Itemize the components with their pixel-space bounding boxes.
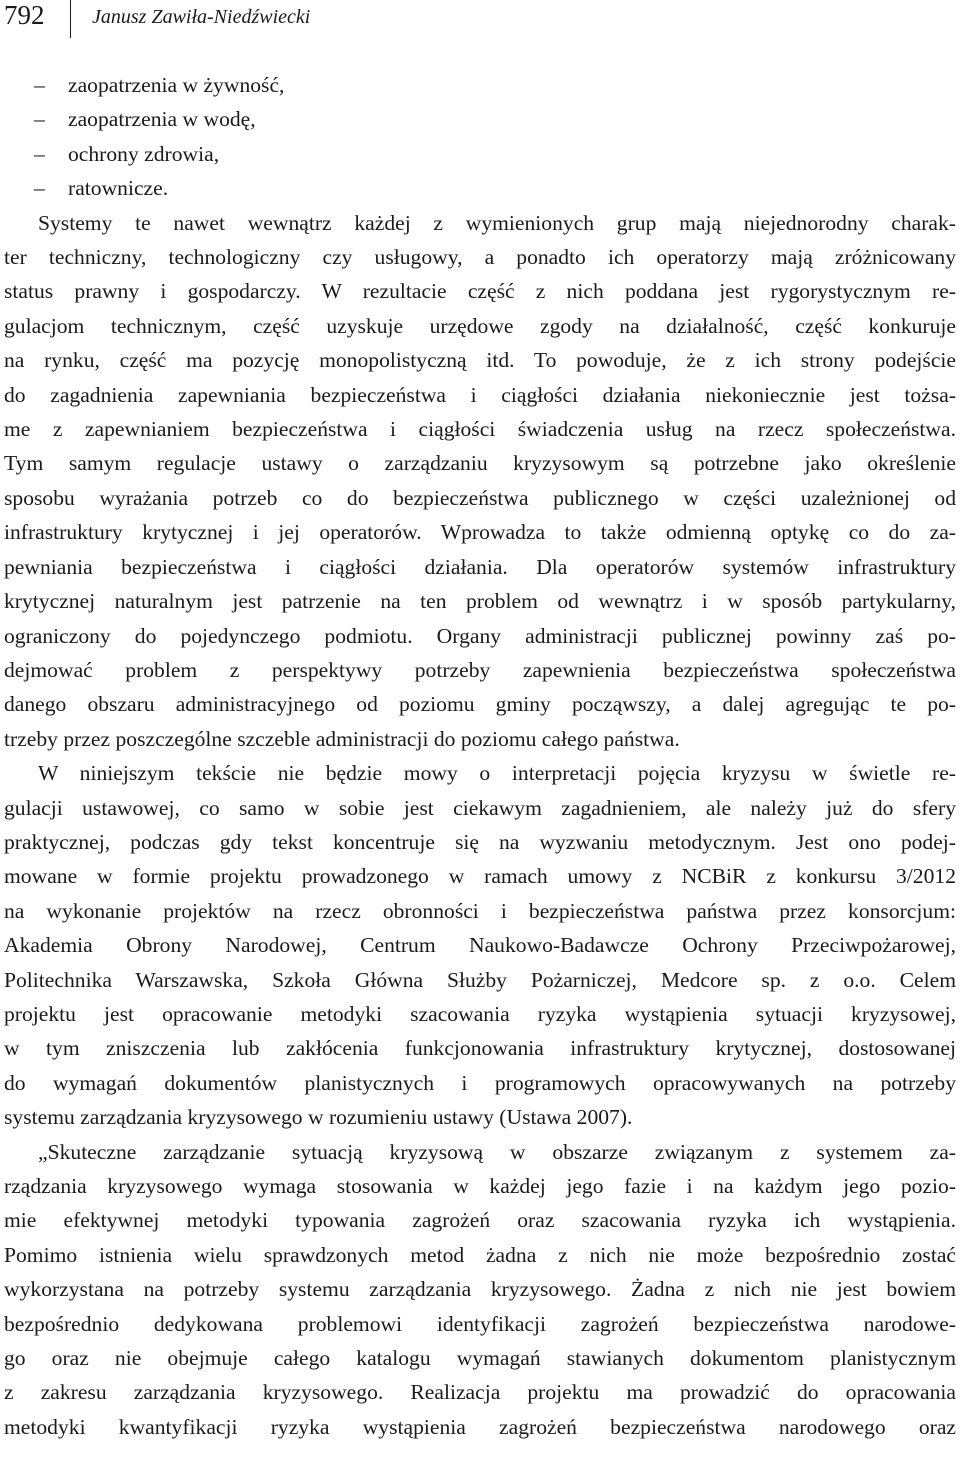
running-head: Janusz Zawiła-Niedźwiecki bbox=[92, 6, 311, 28]
text-line: ograniczony do pojedynczego podmiotu. Organy administracji publicznej powinny zaś po- bbox=[4, 623, 956, 648]
list-item bbox=[4, 68, 956, 102]
text-line: do wymagań dokumentów planistycznych i programowych opracowywanych na potrzeby bbox=[4, 1070, 956, 1095]
text-line: gulacjom technicznym, część uzyskuje urzędowe zgody na działalność, część konkuruje bbox=[4, 313, 956, 338]
dash-marker: – bbox=[34, 107, 45, 132]
text-line: do zagadnienia zapewniania bezpieczeństwa i ciągłości działania niekoniecznie jest tożsa- bbox=[4, 382, 956, 407]
text-line: infrastruktury krytycznej i jej operatorów. Wprowadza to także odmienną optykę co do za- bbox=[4, 520, 956, 545]
text-line: bezpośrednio dedykowana problemowi identyfikacji zagrożeń bezpieczeństwa narodowe- bbox=[4, 1311, 956, 1336]
dash-marker: – bbox=[34, 73, 45, 97]
list-item-text: zaopatrzenia w żywność, bbox=[68, 73, 285, 97]
text-line: Systemy te nawet wewnątrz każdej z wymienionych grup mają niejednorodny charak- bbox=[38, 210, 956, 235]
dash-marker: – bbox=[34, 141, 45, 166]
text-line: metodyki kwantyfikacji ryzyka wystąpienia zagrożeń bezpieczeństwa narodowego oraz bbox=[4, 1414, 956, 1439]
text-line: „Skuteczne zarządzanie sytuacją kryzysową w obszarze związanym z systemem za- bbox=[38, 1139, 956, 1164]
text-line: status prawny i gospodarczy. W rezultacie część z nich poddana jest rygorystycznym re- bbox=[4, 279, 956, 304]
page-body bbox=[4, 68, 956, 1444]
list-item-text: ratownicze. bbox=[68, 176, 169, 201]
text-line: sposobu wyrażania potrzeb co do bezpieczeństwa publicznego w części uzależnionej od bbox=[4, 485, 956, 510]
text-line: w tym zniszczenia lub zakłócenia funkcjonowania infrastruktury krytycznej, dostosowanej bbox=[4, 1036, 956, 1061]
header-divider bbox=[70, 0, 71, 38]
list-item-text: ochrony zdrowia, bbox=[68, 141, 220, 166]
text-line: Tym samym regulacje ustawy o zarządzaniu kryzysowym są potrzebne jako określenie bbox=[4, 451, 956, 476]
list-item bbox=[4, 102, 956, 136]
text-line: ter techniczny, technologiczny czy usługowy, a ponadto ich operatorzy mają zróżnicowany bbox=[4, 245, 956, 270]
list-item bbox=[4, 137, 956, 171]
text-line: gulacji ustawowej, co samo w sobie jest ciekawym zagadnieniem, ale należy już do sfery bbox=[4, 795, 956, 820]
page-header bbox=[4, 0, 956, 36]
list-item-text: zaopatrzenia w wodę, bbox=[68, 107, 256, 132]
page-number: 792 bbox=[4, 0, 45, 30]
text-line: Pomimo istnienia wielu sprawdzonych metod żadna z nich nie może bezpośrednio zostać bbox=[4, 1242, 956, 1267]
text-line: me z zapewnianiem bezpieczeństwa i ciągłości świadczenia usług na rzecz społeczeństwa. bbox=[4, 417, 956, 442]
text-line: projektu jest opracowanie metodyki szacowania ryzyka wystąpienia sytuacji kryzysowej, bbox=[4, 1001, 956, 1026]
paragraph-3 bbox=[4, 1135, 956, 1445]
list-item bbox=[4, 171, 956, 205]
dash-marker: – bbox=[34, 176, 45, 201]
text-line: danego obszaru administracyjnego od poziomu gminy począwszy, a dalej agregując te po- bbox=[4, 692, 956, 717]
text-line: go oraz nie obejmuje całego katalogu wymagań stawianych dokumentom planistycznym bbox=[4, 1346, 956, 1371]
paragraph-1 bbox=[4, 206, 956, 757]
bullet-list bbox=[4, 68, 956, 206]
text-line: trzeby przez poszczególne szczeble administracji do poziomu całego państwa. bbox=[4, 726, 680, 751]
text-line: krytycznej naturalnym jest patrzenie na ten problem od wewnątrz i w sposób partykularny, bbox=[4, 589, 956, 614]
text-line: praktycznej, podczas gdy tekst koncentruje się na wyzwaniu metodycznym. Jest ono podej- bbox=[4, 829, 956, 854]
text-line: z zakresu zarządzania kryzysowego. Realizacja projektu ma prowadzić do opracowania bbox=[4, 1380, 956, 1405]
text-line: mie efektywnej metodyki typowania zagrożeń oraz szacowania ryzyka ich wystąpienia. bbox=[4, 1208, 956, 1233]
text-line: na wykonanie projektów na rzecz obronności i bezpieczeństwa państwa przez konsorcjum: bbox=[4, 898, 956, 923]
text-line: W niniejszym tekście nie będzie mowy o interpretacji pojęcia kryzysu w świetle re- bbox=[38, 761, 956, 786]
text-line: wykorzystana na potrzeby systemu zarządzania kryzysowego. Żadna z nich nie jest bowiem bbox=[4, 1277, 956, 1302]
text-line: pewniania bezpieczeństwa i ciągłości działania. Dla operatorów systemów infrastruktury bbox=[4, 554, 956, 579]
text-line: Politechnika Warszawska, Szkoła Główna Służby Pożarniczej, Medcore sp. z o.o. Celem bbox=[4, 967, 956, 992]
text-line: rządzania kryzysowego wymaga stosowania w każdej jego fazie i na każdym jego pozio- bbox=[4, 1174, 956, 1198]
text-line: dejmować problem z perspektywy potrzeby zapewnienia bezpieczeństwa społeczeństwa bbox=[4, 657, 956, 682]
paragraph-2 bbox=[4, 756, 956, 1134]
text-line: mowane w formie projektu prowadzonego w ramach umowy z NCBiR z konkursu 3/2012 bbox=[4, 864, 956, 889]
text-line: systemu zarządzania kryzysowego w rozumieniu ustawy (Ustawa 2007). bbox=[4, 1105, 633, 1130]
text-line: Akademia Obrony Narodowej, Centrum Naukowo-Badawcze Ochrony Przeciwpożarowej, bbox=[4, 933, 956, 958]
text-line: na rynku, część ma pozycję monopolistyczną itd. To powoduje, że z ich strony podejście bbox=[4, 348, 956, 373]
